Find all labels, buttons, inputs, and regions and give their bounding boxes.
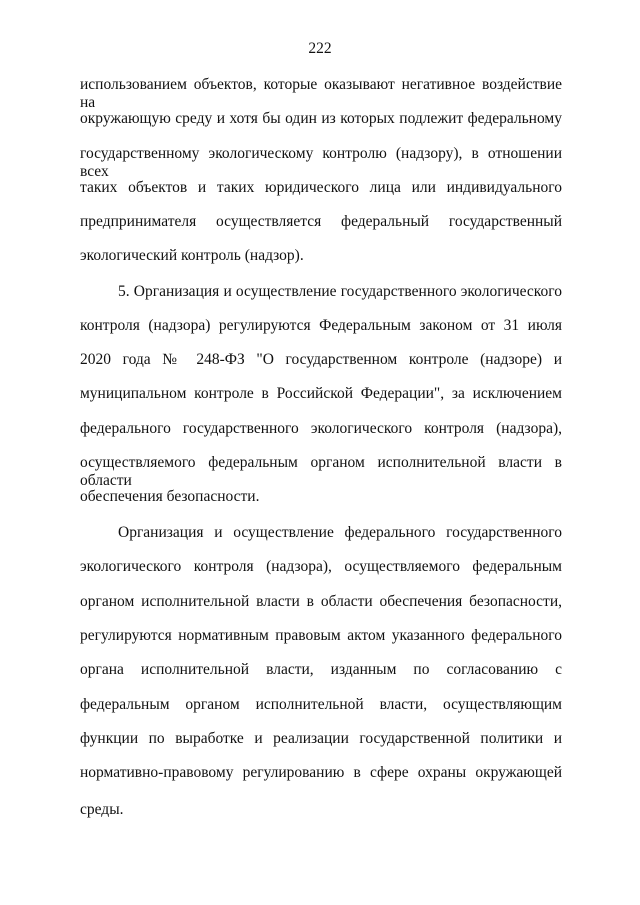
text-line: нормативно-правовому регулированию в сфере охраны окружающей	[80, 764, 562, 781]
text-line: предпринимателя осуществляется федеральный государственный	[80, 213, 562, 230]
text-line: федеральным органом исполнительной власти, осуществляющим	[80, 696, 562, 713]
text-line: обеспечения безопасности.	[80, 488, 260, 505]
text-line: экологический контроль (надзор).	[80, 247, 304, 264]
text-line: использованием объектов, которые оказывают негативное воздействие на	[80, 76, 562, 111]
text-line: 5. Организация и осуществление государственного экологического	[118, 283, 562, 300]
text-line: окружающую среду и хотя бы один из которых подлежит федеральному	[80, 110, 562, 127]
text-line: экологического контроля (надзора), осуществляемого федеральным	[80, 558, 562, 575]
text-line: органом исполнительной власти в области обеспечения безопасности,	[80, 593, 562, 610]
text-line: среды.	[80, 801, 124, 818]
text-line: Организация и осуществление федерального государственного	[118, 524, 562, 541]
text-line: контроля (надзора) регулируются Федеральным законом от 31 июля	[80, 317, 562, 334]
text-line: 2020 года № 248-ФЗ "О государственном контроле (надзоре) и	[80, 351, 562, 368]
text-line: таких объектов и таких юридического лица или индивидуального	[80, 179, 562, 196]
text-line: государственному экологическому контролю (надзору), в отношении всех	[80, 145, 562, 180]
text-line: муниципальном контроле в Российской Федерации", за исключением	[80, 385, 562, 402]
text-line: органа исполнительной власти, изданным по согласованию с	[80, 661, 562, 678]
text-line: регулируются нормативным правовым актом указанного федерального	[80, 627, 562, 644]
text-line: осуществляемого федеральным органом исполнительной власти в области	[80, 454, 562, 489]
text-line: федерального государственного экологического контроля (надзора),	[80, 420, 562, 437]
text-line: функции по выработке и реализации государственной политики и	[80, 730, 562, 747]
page-number: 222	[308, 40, 332, 57]
